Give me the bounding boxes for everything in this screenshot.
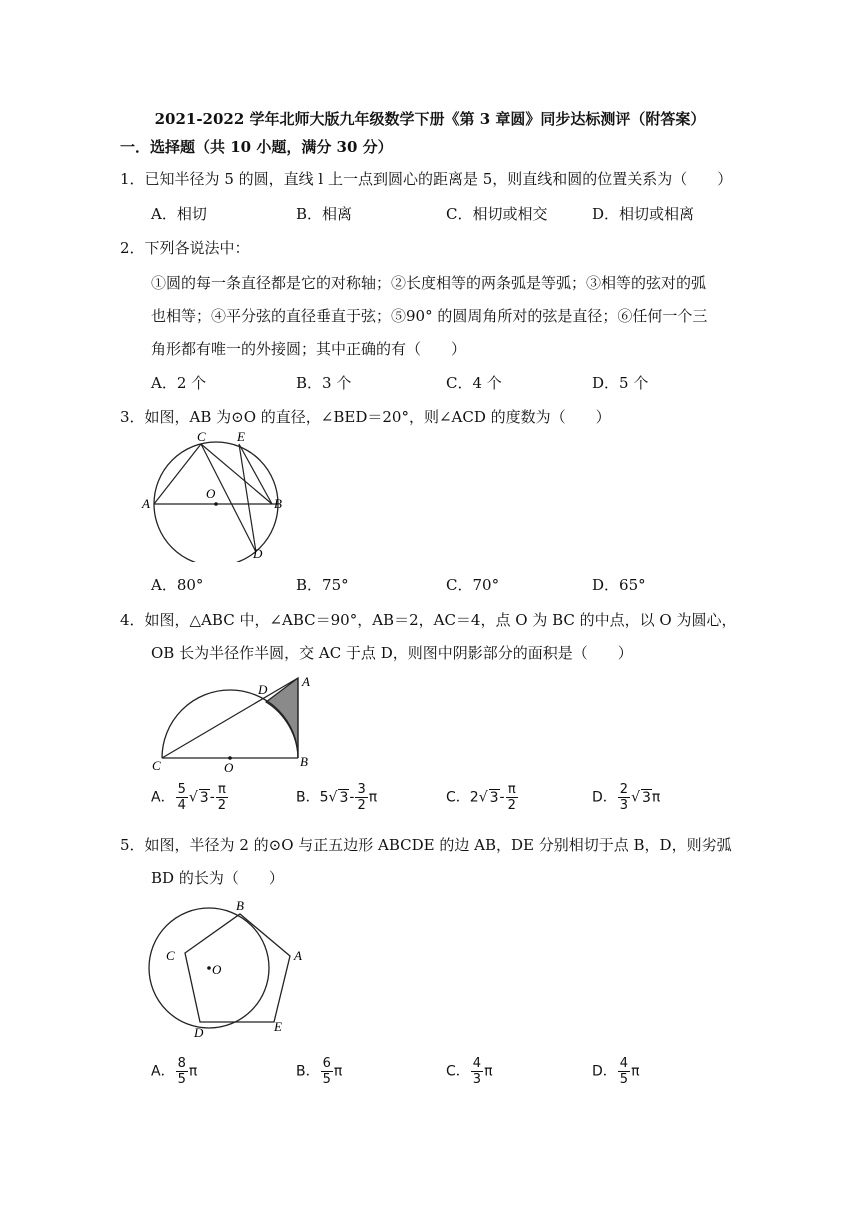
label-c: C <box>152 758 161 773</box>
option-d: D．相切或相离 <box>592 205 695 223</box>
option-c: C． $\frac{4}{3}$ π <box>446 1056 493 1087</box>
label-a: A <box>302 674 310 689</box>
question-3 <box>120 406 611 427</box>
label-b: B <box>236 898 244 913</box>
option-c: C．70° <box>446 576 500 594</box>
question-line: BD 的长为（ ） <box>151 869 284 887</box>
chords-be-ed <box>239 444 272 552</box>
question-2 <box>120 237 250 258</box>
option-a: A． $\frac{8}{5}$ π <box>151 1056 198 1087</box>
option-a: A．2 个 <box>151 374 207 392</box>
label-c: C <box>197 432 206 444</box>
question-text: 如图，AB 为⊙O 的直径，∠BED＝20°，则∠ACD 的度数为（ ） <box>144 408 611 426</box>
option-d: D． $\frac{2}{3}$ √ 3π <box>592 782 661 813</box>
page-title: 2021-2022 学年北师大版九年级数学下册《第 3 章圆》同步达标测评（附答案） <box>154 110 706 128</box>
shaded-region <box>266 678 298 758</box>
question-line: 角形都有唯一的外接圆；其中正确的有（ ） <box>151 340 467 358</box>
label-d: D <box>194 1025 204 1040</box>
label-o: O <box>212 962 222 977</box>
option-a: A．相切 <box>151 205 207 223</box>
option-d: D． $\frac{4}{5}$ π <box>592 1056 640 1087</box>
question-stem: 下列各说法中： <box>144 239 250 257</box>
question-line: 如图，△ABC 中，∠ABC＝90°，AB＝2，AC＝4，点 O 为 BC 的中点，以 O 为圆心， <box>144 611 737 629</box>
pentagon-abcde <box>185 914 290 1022</box>
question-1 <box>120 168 732 189</box>
option-b: B． $\frac{6}{5}$ π <box>296 1056 343 1087</box>
question-number: 5． <box>120 836 145 854</box>
pentagon-figure-q5 <box>140 896 320 1046</box>
label-e: E <box>274 1019 282 1034</box>
option-a: A． $\frac{5}{4}$ √ 3- $\frac{\pi}{2}$ <box>151 782 227 813</box>
label-c: C <box>166 948 175 963</box>
label-o: O <box>224 760 234 775</box>
option-b: B．相离 <box>296 205 353 223</box>
option-a: A．80° <box>151 576 204 594</box>
label-a: A <box>294 948 302 963</box>
option-c: C．4 个 <box>446 374 502 392</box>
option-b: B．5√ 3- $\frac{3}{2}$ π <box>296 782 378 813</box>
option-b: B．3 个 <box>296 374 352 392</box>
option-d: D．5 个 <box>592 374 649 392</box>
label-b: B <box>274 496 282 511</box>
center-dot <box>207 966 211 970</box>
question-number: 4． <box>120 611 145 629</box>
option-c: C．2√ 3- $\frac{\pi}{2}$ <box>446 782 516 813</box>
circle-figure-q3 <box>140 432 290 562</box>
semicircle-figure-q4 <box>148 672 318 776</box>
option-d: D．65° <box>592 576 646 594</box>
question-5 <box>120 834 732 855</box>
section-heading: 一．选择题（共 10 小题，满分 30 分） <box>120 138 393 156</box>
question-number: 2． <box>120 239 145 257</box>
question-line: OB 长为半径作半圆，交 AC 于点 D，则图中阴影部分的面积是（ ） <box>151 644 633 662</box>
question-number: 3． <box>120 408 145 426</box>
question-number: 1． <box>120 170 145 188</box>
label-e: E <box>237 432 245 444</box>
center-dot <box>214 502 218 506</box>
question-text: 已知半径为 5 的圆，直线 l 上一点到圆心的距离是 5，则直线和圆的位置关系为（ ） <box>144 170 733 188</box>
label-b: B <box>300 754 308 769</box>
option-b: B．75° <box>296 576 349 594</box>
circle-o <box>154 442 278 562</box>
question-4 <box>120 609 736 630</box>
label-d: D <box>253 546 263 561</box>
label-d: D <box>258 682 268 697</box>
option-c: C．相切或相交 <box>446 205 548 223</box>
question-line: 也相等；④平分弦的直径垂直于弦；⑤90° 的圆周角所对的弦是直径；⑥任何一个三 <box>151 307 708 325</box>
question-line: 如图，半径为 2 的⊙O 与正五边形 ABCDE 的边 AB，DE 分别相切于点 B，D，则劣弧 <box>144 836 732 854</box>
label-o: O <box>206 486 216 501</box>
label-a: A <box>142 496 150 511</box>
question-line: ①圆的每一条直径都是它的对称轴；②长度相等的两条弧是等弧；③相等的弦对的弧 <box>151 274 707 292</box>
